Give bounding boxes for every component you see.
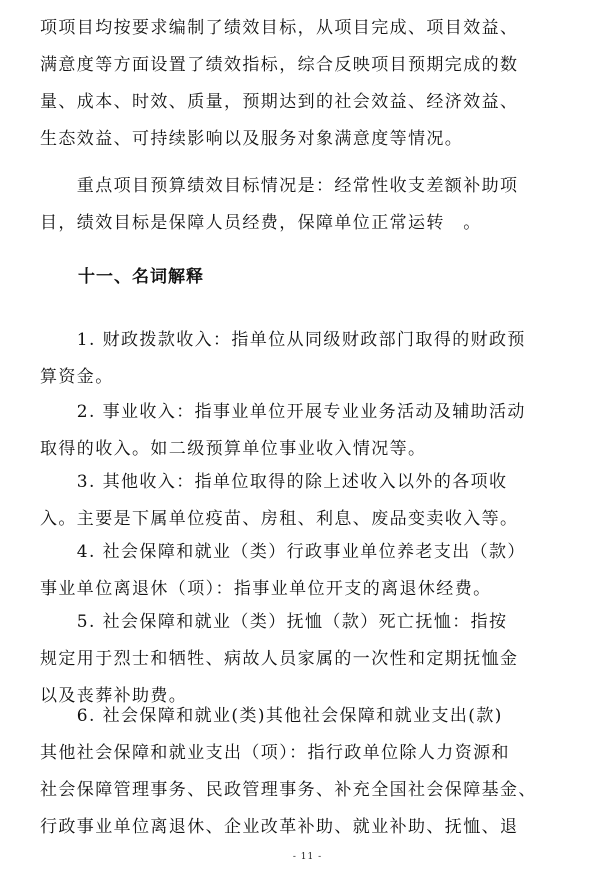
section-heading: 十一、名词解释 [78,267,204,287]
text-line: 生态效益、可持续影响以及服务对象满意度等情况。 [40,129,464,149]
text-line: 目，绩效目标是保障人员经费，保障单位正常运转 。 [40,213,482,233]
intro-paragraph [40,10,540,158]
text-line: 满意度等方面设置了绩效指标，综合反映项目预期完成的数 [40,55,519,75]
key-project-paragraph [40,168,540,242]
definition-6 [40,698,540,846]
text-line: 以及丧葬补助费。 [40,686,188,706]
text-line: 6. 社会保障和就业(类)其他社会保障和就业支出(款) [40,706,503,726]
text-line: 算资金。 [40,367,114,387]
text-line: 5. 社会保障和就业（类）抚恤（款）死亡抚恤：指按 [40,612,508,632]
text-line: 规定用于烈士和牺牲、病故人员家属的一次性和定期抚恤金 [40,649,519,669]
text-line: 2. 事业收入：指事业单位开展专业业务活动及辅助活动 [40,402,526,422]
definition-2 [40,394,540,468]
definition-4 [40,534,540,608]
text-line: 入。主要是下属单位疫苗、房租、利息、废品变卖收入等。 [40,509,519,529]
page-number: - 11 - [292,852,323,862]
text-line: 事业单位离退休（项）：指事业单位开支的离退休经费。 [40,579,492,599]
definition-3 [40,464,540,538]
text-line: 量、成本、时效、质量，预期达到的社会效益、经济效益、 [40,92,519,112]
definition-1 [40,322,540,396]
text-line: 取得的收入。如二级预算单位事业收入情况等。 [40,439,427,459]
text-line: 社会保障管理事务、民政管理事务、补充全国社会保障基金、 [40,780,537,800]
text-line: 1. 财政拨款收入：指单位从同级财政部门取得的财政预 [40,330,526,350]
text-line: 行政事业单位离退休、企业改革补助、就业补助、抚恤、退 [40,817,519,837]
text-line: 其他社会保障和就业支出（项）：指行政单位除人力资源和 [40,743,510,763]
text-line: 4. 社会保障和就业（类）行政事业单位养老支出（款） [40,542,526,562]
text-line: 重点项目预算绩效目标情况是：经常性收支差额补助项 [40,176,519,196]
text-line: 3. 其他收入：指单位取得的除上述收入以外的各项收 [40,472,508,492]
text-line: 项项目均按要求编制了绩效目标，从项目完成、项目效益、 [40,18,519,38]
